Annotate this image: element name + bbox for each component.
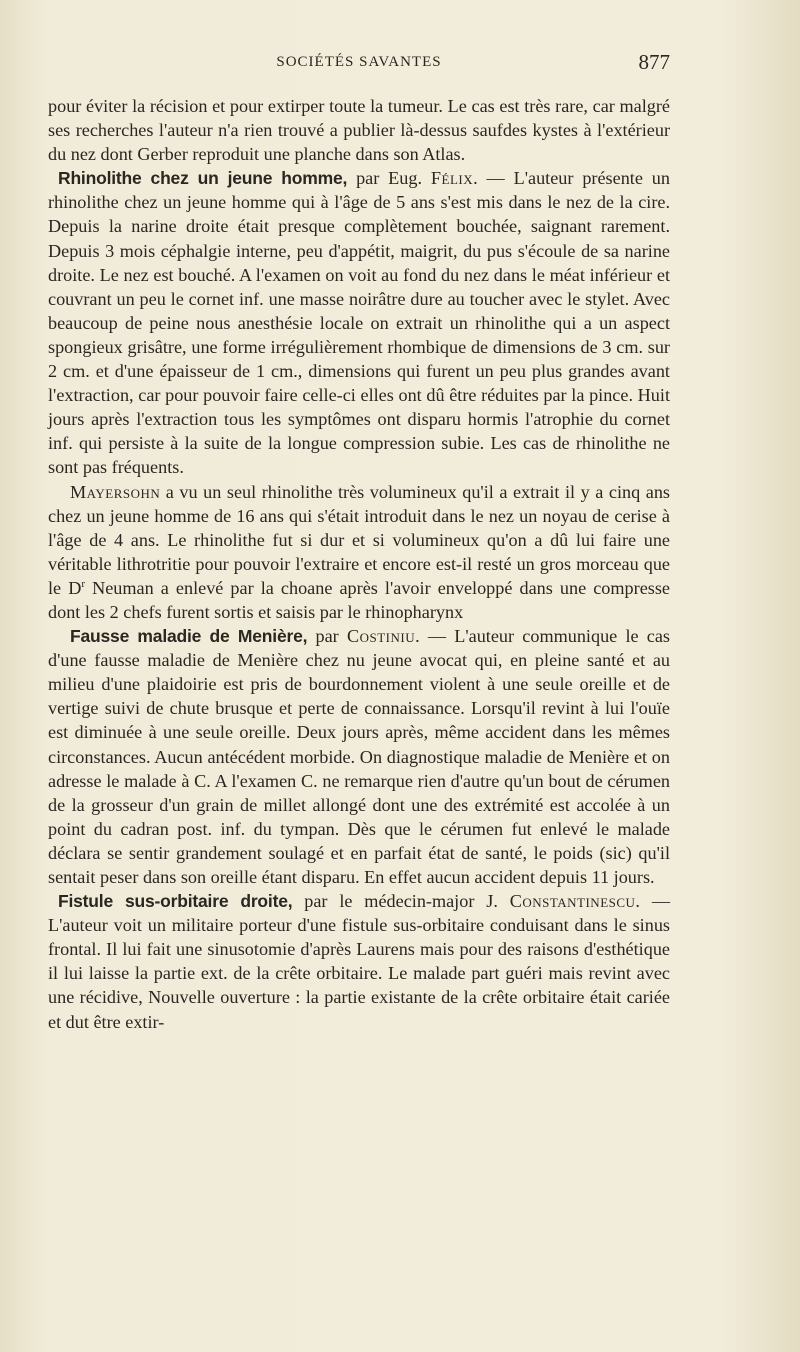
- paragraph-continuation: pour éviter la récision et pour extirper toute la tumeur. Le cas est très rare, car malgré ses recherches l'auteur n'a rien trouvé a publier là-dessus saufdes kystes à l'extérieur du nez dont Gerber reproduit une planche dans son Atlas.: [48, 96, 670, 165]
- entry-title: Fausse maladie de Menière,: [70, 626, 308, 647]
- cited-author: Mayersohn: [70, 481, 161, 502]
- entry-text: . — L'auteur présente un rhinolithe chez un jeune homme qui à l'âge de 5 ans s'est mis dans le nez de la cire. Depuis la narine droite était presque complètement bouchée, saignant rarement. Depuis 3 mois céphalgie interne, peu d'appétit, maigrit, du pus s'écoule de sa narine droite. Le nez est bouché. A l'examen on voit au fond du nez dans le méat inférieur et couvrant un peu le cornet inf. une masse noirâtre dure au toucher avec le stylet. Avec beaucoup de peine nous anesthésie locale on extrait un rhinolithe qui a un aspect spongieux grisâtre, une forme irrégulièrement rhombique de dimensions de 3 cm. sur 2 cm. et d'une épaisseur de 1 cm., dimensions qui furent un peu plus grandes avant l'extraction, car pour pouvoir faire celle-ci elles ont dû être réduites par la pince. Huit jours après l'extraction tous les symptômes ont disparu hormis l'atrophie du cornet inf. qui persiste à la suite de la longue compression subie. Les cas de rhinolithe ne sont pas fréquents.: [48, 168, 670, 478]
- page-number: 877: [638, 50, 670, 74]
- paragraph-text-end: Neuman a enlevé par la choane après l'avoir enveloppé dans une compresse dont les 2 chefs furent sortis et saisis par le rhinopharynx: [48, 577, 671, 622]
- entry-text: . — L'auteur communique le cas d'une fausse maladie de Menière chez nu jeune avocat qui, en pleine santé et au milieu d'une plaidoirie est pris de bourdonnement violent à une seule oreille et de vertige suivi de chute brusque et perte de connaissance. Lorsqu'il revint à lui l'ouïe est diminuée à une seule oreille. Deux jours après, même accident dans les mêmes circonstances. Aucun antécédent morbide. On diagnostique maladie de Menière et on adresse le malade à C. A l'examen C. ne remarque rien d'autre qu'un bout de cérumen de la grosseur d'un grain de millet allongé dont une des extrémité est accolée à un point du cadran post. inf. du tympan. Dès que le cérumen fut enlevé le malade déclara se sentir grandement soulagé et en parfait état de santé, le poids (sic) qu'il sentait peser dans son oreille étant disparu. En effet aucun accident depuis 11 jours.: [48, 626, 671, 887]
- entry-title: Fistule sus-orbitaire droite,: [58, 891, 293, 912]
- paragraph-mayersohn: [48, 480, 670, 625]
- entry-fistule: [48, 889, 670, 1034]
- entry-title: Rhinolithe chez un jeune homme,: [58, 168, 348, 189]
- entry-text: . — L'auteur voit un militaire porteur d'une fistule sus-orbitaire conduisant dans le sinus frontal. Il lui fait une sinusotomie d'après Laurens mais pour des raisons d'esthétique il lui laisse la partie ext. de la crête orbitaire. Le malade part guéri mais revint avec une récidive, Nouvelle ouverture : la partie existante de la crête orbitaire était cariée et dut être extir-: [48, 891, 671, 1032]
- entry-author: Constantinescu: [509, 891, 636, 912]
- entry-meniere: [48, 624, 670, 889]
- entry-by: par Eug.: [347, 168, 431, 189]
- entry-by: par: [307, 626, 347, 647]
- entry-author: Costiniu: [346, 626, 416, 647]
- running-header: [48, 50, 670, 76]
- entry-rhinolithe: [48, 166, 670, 479]
- running-title: SOCIÉTÉS SAVANTES: [276, 54, 442, 70]
- superscript: r: [81, 577, 86, 590]
- entry-by: par le médecin-major J.: [292, 891, 510, 912]
- paragraph-text: a vu un seul rhinolithe très volumineux qu'il a extrait il y a cinq ans chez un jeune homme de 16 ans qui s'était introduit dans le nez un noyau de cerise à l'âge de 4 ans. Le rhinolithe fut si dur et si volumineux qu'on a dû lui faire une véritable lithrotritie pour pouvoir l'extraire et encore est-il resté un gros morceau que le D: [48, 481, 670, 598]
- entry-author: Félix: [430, 168, 474, 189]
- body-text: [48, 94, 670, 1034]
